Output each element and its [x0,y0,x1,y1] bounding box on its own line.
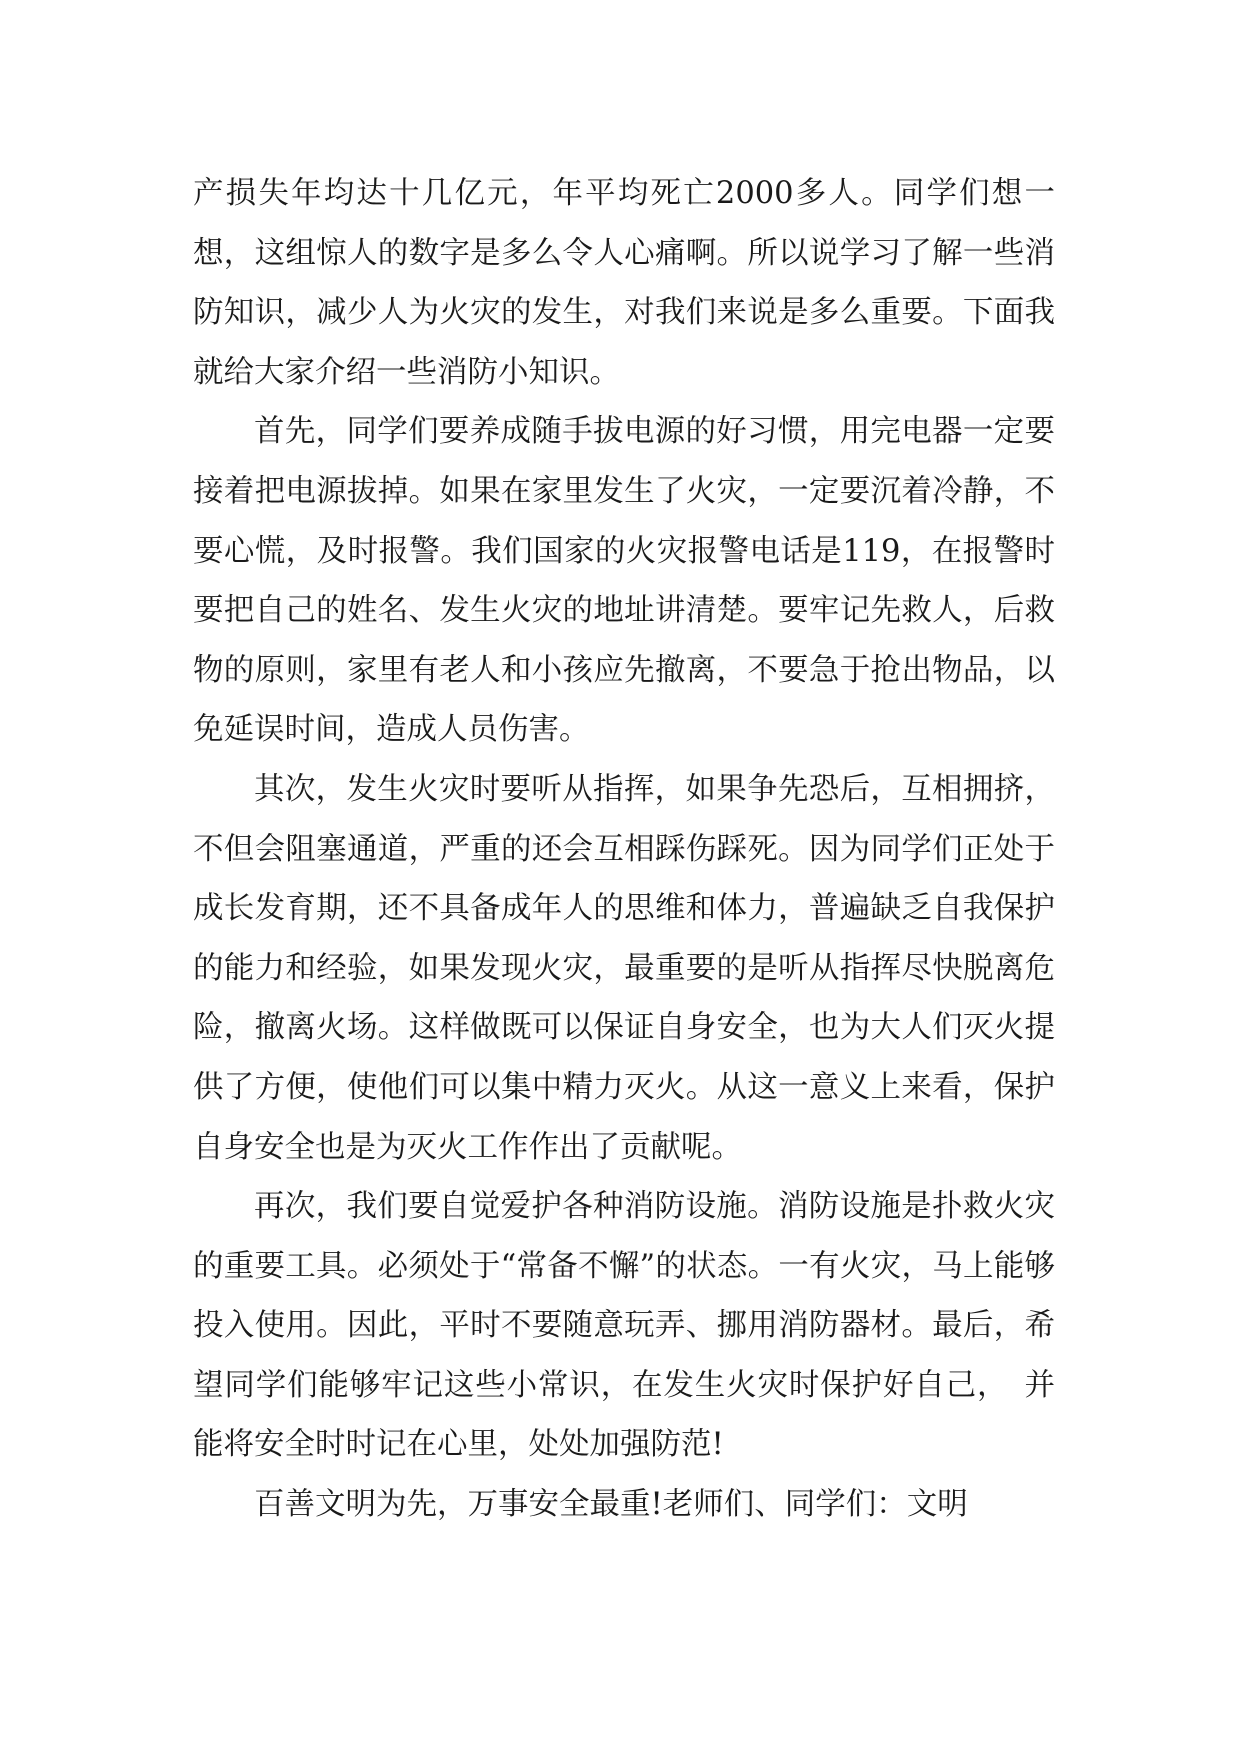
paragraph-1: 产损失年均达十几亿元，年平均死亡2000多人。同学们想一想，这组惊人的数字是多么令人心痛啊。所以说学习了解一些消防知识，减少人为火灾的发生，对我们来说是多么重要。下面我就给大家介绍一些消防小知识。 [193,176,1055,390]
document-page [193,164,1055,1535]
paragraph-4: 再次，我们要自觉爱护各种消防设施。消防设施是扑救火灾的重要工具。必须处于“常备不懈”的状态。一有火灾，马上能够投入使用。因此，平时不要随意玩弄、挪用消防器材。最后，希望同学们能够牢记这些小常识，在发生火灾时保护好自己， 并能将安全时时记在心里，处处加强防范! [193,1189,1055,1463]
paragraph-3: 其次，发生火灾时要听从指挥，如果争先恐后，互相拥挤，不但会阻塞通道，严重的还会互相踩伤踩死。因为同学们正处于成长发育期，还不具备成年人的思维和体力，普遍缺乏自我保护的能力和经验，如果发现火灾，最重要的是听从指挥尽快脱离危险，撤离火场。这样做既可以保证自身安全，也为大人们灭火提供了方便，使他们可以集中精力灭火。从这一意义上来看，保护自身安全也是为灭火工作作出了贡献呢。 [193,771,1055,1165]
paragraph-5: 百善文明为先，万事安全最重!老师们、同学们：文明 [254,1487,968,1523]
paragraph-2: 首先，同学们要养成随手拔电源的好习惯，用完电器一定要接着把电源拔掉。如果在家里发生了火灾，一定要沉着冷静，不要心慌，及时报警。我们国家的火灾报警电话是119，在报警时要把自己的姓名、发生火灾的地址讲清楚。要牢记先救人，后救物的原则，家里有老人和小孩应先撤离，不要急于抢出物品，以免延误时间，造成人员伤害。 [193,414,1055,748]
